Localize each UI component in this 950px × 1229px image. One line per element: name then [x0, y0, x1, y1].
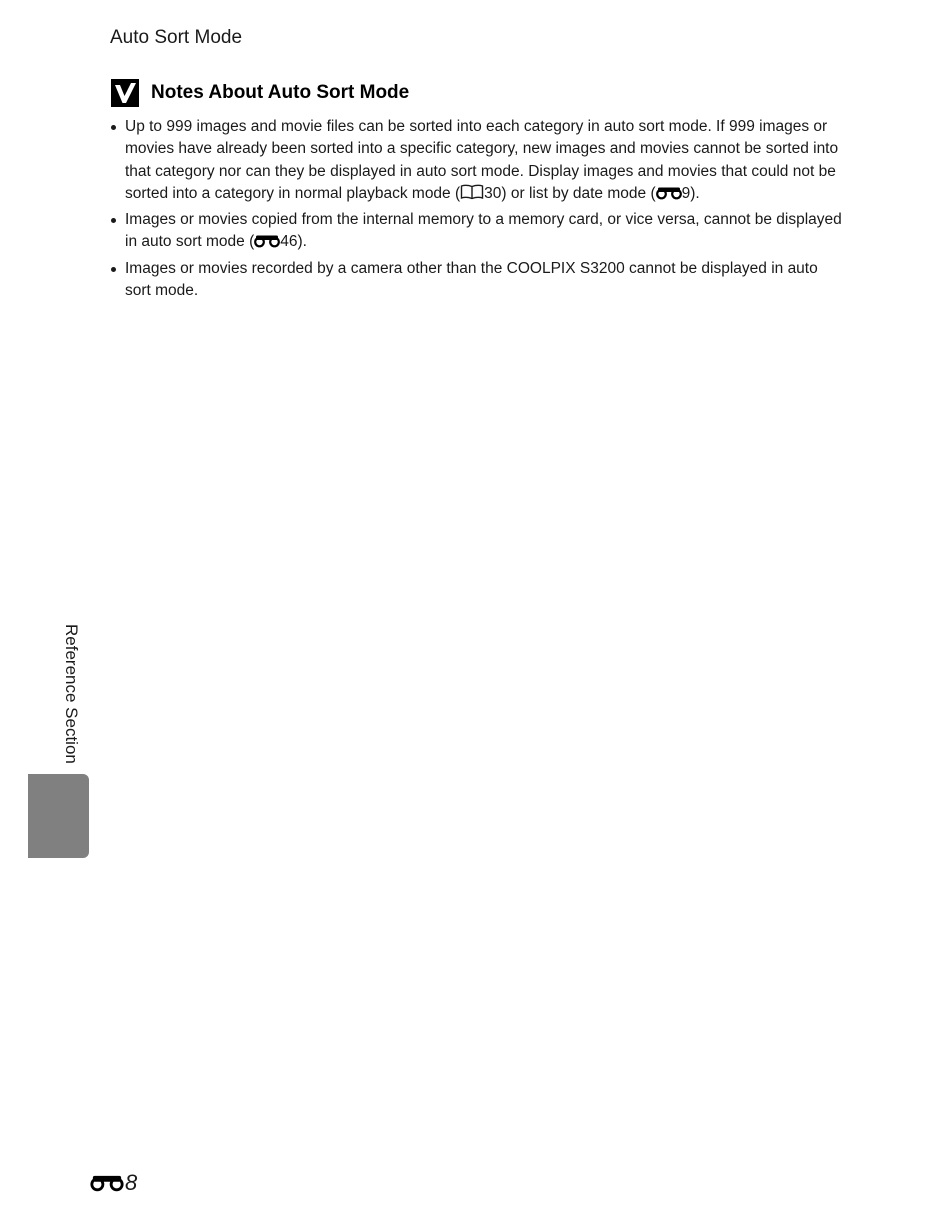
list-item — [108, 116, 843, 205]
book-icon — [460, 184, 484, 200]
running-head: Auto Sort Mode — [110, 27, 243, 48]
binoculars-icon — [90, 1174, 124, 1192]
note-text: Up to 999 images and movie files can be sorted into each category in auto sort mode. If 999 images or movies have already been sorted into a specific category, new images and movies cannot be sorted into that category nor can they be displayed in auto sort mode. Display images and movies that could not be sorted into a category in normal playback mode ( — [125, 118, 839, 202]
page-number-text: 8 — [125, 1170, 138, 1195]
note-heading — [111, 79, 409, 107]
page-number — [90, 1170, 137, 1196]
note-text: ). — [297, 233, 307, 251]
list-item — [108, 209, 843, 254]
list-item — [108, 258, 843, 303]
note-title: Notes About Auto Sort Mode — [151, 82, 410, 103]
notes-list — [108, 116, 843, 306]
page-ref[interactable]: 30 — [484, 184, 502, 202]
note-text: Images or movies recorded by a camera other than the COOLPIX S3200 cannot be displayed in auto sort mode. — [125, 259, 818, 300]
note-text: ) or list by date mode ( — [501, 184, 656, 202]
binoculars-icon — [254, 234, 280, 248]
page-ref[interactable]: 9 — [681, 184, 691, 202]
section-label: Reference Section — [62, 624, 81, 764]
note-text: Images or movies copied from the internal memory to a memory card, or vice versa, cannot be displayed in auto sort mode ( — [125, 211, 842, 251]
check-icon — [111, 79, 139, 107]
section-tab — [28, 774, 89, 858]
page-ref[interactable]: 46 — [280, 233, 298, 251]
note-text: ). — [690, 184, 700, 202]
binoculars-icon — [656, 186, 682, 200]
